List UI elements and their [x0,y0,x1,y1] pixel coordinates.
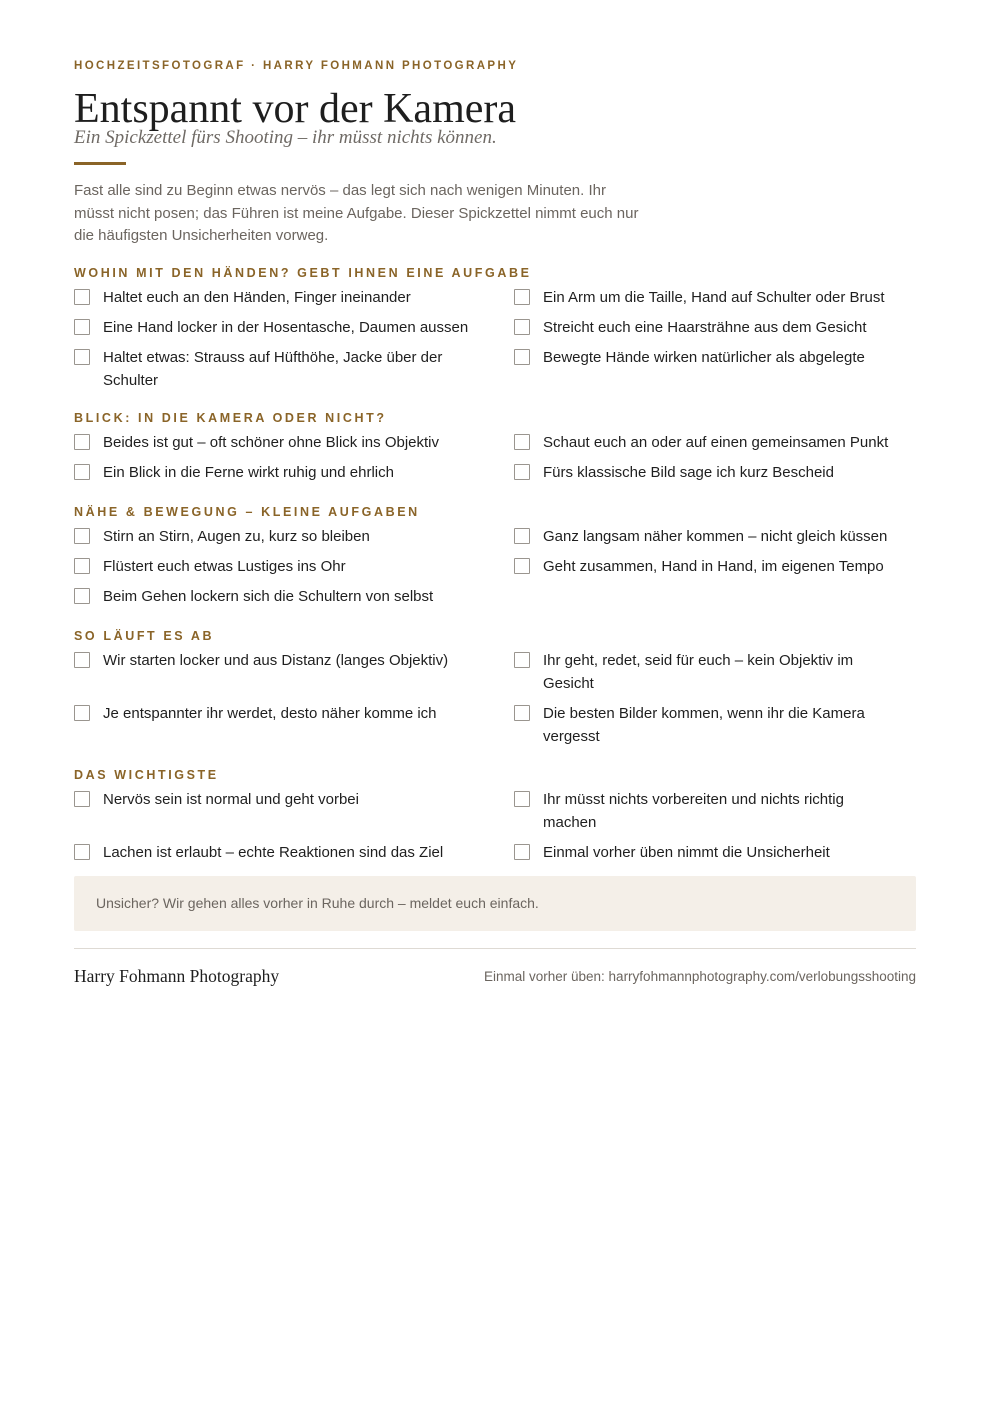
checkbox[interactable] [74,319,90,335]
footer [74,966,916,987]
section-title: BLICK: IN DIE KAMERA ODER NICHT? [74,410,387,425]
checkbox[interactable] [514,528,530,544]
checklist-item-label: Beides ist gut – oft schöner ohne Blick ins Objektiv [103,433,440,451]
checkbox[interactable] [74,289,90,305]
checklist-item-label: Nervös sein ist normal und geht vorbei [103,790,359,808]
checkbox[interactable] [514,791,530,807]
checklist-item-label: Ganz langsam näher kommen – nicht gleich küssen [543,527,888,545]
checklist-item [514,346,916,392]
checklist-item-label: Ein Blick in die Ferne wirkt ruhig und ehrlich [103,463,394,481]
checkbox[interactable] [74,528,90,544]
checklist-grid [74,525,916,608]
section-title: NÄHE & BEWEGUNG – KLEINE AUFGABEN [74,504,420,519]
header-kicker: HOCHZEITSFOTOGRAF · HARRY FOHMANN PHOTOGRAPHY [74,60,519,72]
checklist-item-label: Stirn an Stirn, Augen zu, kurz so bleiben [103,527,370,545]
checkbox[interactable] [514,844,530,860]
checklist-item-label: Ihr geht, redet, seid für euch – kein Objektiv im Gesicht [543,651,854,692]
checklist-section [74,265,916,392]
checklist-item [514,286,916,309]
info-note-text: Unsicher? Wir gehen alles vorher in Ruhe durch – meldet euch einfach. [96,895,539,911]
checklist-grid [74,286,916,392]
intro-paragraph: Fast alle sind zu Beginn etwas nervös – das legt sich nach wenigen Minuten. Ihr müsst nicht posen; das Führen ist meine Aufgabe. Dieser Spickzettel nimmt euch nur die häufigsten Unsicherheiten vorweg. [74,182,639,244]
checklist-item-label: Bewegte Hände wirken natürlicher als abgelegte [543,348,865,366]
checklist-item-label: Schaut euch an oder auf einen gemeinsamen Punkt [543,433,889,451]
checkbox[interactable] [514,319,530,335]
footer-brand: Harry Fohmann Photography [74,965,280,986]
cheat-sheet-page [74,60,916,987]
checkbox[interactable] [514,464,530,480]
checklist-section [74,767,916,864]
checklist-item [74,316,514,339]
checklist-item-label: Ihr müsst nichts vorbereiten und nichts richtig machen [543,790,844,831]
checklist-section [74,628,916,748]
checkbox[interactable] [74,349,90,365]
checklist-item [514,316,916,339]
section-title: SO LÄUFT ES AB [74,628,215,643]
checklist-item [74,841,514,864]
footer-divider [74,948,916,949]
info-note [74,876,916,931]
checkbox[interactable] [514,652,530,668]
checklist-item-label: Haltet euch an den Händen, Finger ineinander [103,288,411,306]
checklist-item [514,649,916,695]
checklist-grid [74,649,916,748]
checklist-item [514,702,916,748]
checklist-item-label: Fürs klassische Bild sage ich kurz Bescheid [543,463,834,481]
checkbox[interactable] [514,349,530,365]
checkbox[interactable] [74,434,90,450]
checklist-item [514,461,916,484]
checklist-item [74,555,514,578]
checklist-item [514,841,916,864]
checklist-item [74,431,514,454]
checklist-item-label: Wir starten locker und aus Distanz (langes Objektiv) [103,651,449,669]
page-title: Entspannt vor der Kamera [74,86,517,132]
checklist-item-label: Haltet etwas: Strauss auf Hüfthöhe, Jacke über der Schulter [103,348,443,389]
checklist-item [514,788,916,834]
checkbox[interactable] [514,434,530,450]
checkbox[interactable] [74,558,90,574]
checklist-item-label: Streicht euch eine Haarsträhne aus dem Gesicht [543,318,867,336]
checklist-grid [74,431,916,484]
section-title: WOHIN MIT DEN HÄNDEN? GEBT IHNEN EINE AUFGABE [74,265,532,280]
checklist-item-label: Die besten Bilder kommen, wenn ihr die Kamera vergesst [543,704,865,745]
checkbox[interactable] [74,791,90,807]
checkbox[interactable] [514,558,530,574]
checklist-item [514,525,916,548]
accent-rule [74,162,126,165]
checklist-item [74,346,514,392]
checkbox[interactable] [74,464,90,480]
checklist-item [74,585,514,608]
checklist-item-label: Ein Arm um die Taille, Hand auf Schulter oder Brust [543,288,885,306]
checkbox[interactable] [74,588,90,604]
footer-link[interactable]: Einmal vorher üben: harryfohmannphotography.com/verlobungsshooting [483,968,916,984]
checklist-item-label: Eine Hand locker in der Hosentasche, Daumen aussen [103,318,469,336]
checklist-item [74,788,514,834]
checklist-item-label: Einmal vorher üben nimmt die Unsicherheit [543,843,830,861]
checklist-item-label: Beim Gehen lockern sich die Schultern von selbst [103,587,434,605]
checklist-item [74,461,514,484]
checklist-item [74,286,514,309]
checklist-item [514,555,916,578]
checklist-item [74,525,514,548]
checklist-grid [74,788,916,864]
section-title: DAS WICHTIGSTE [74,767,219,782]
checkbox[interactable] [74,652,90,668]
checkbox[interactable] [74,844,90,860]
checkbox[interactable] [74,705,90,721]
checklist-item [74,702,514,748]
checklist-sections [74,265,916,864]
checkbox[interactable] [514,705,530,721]
checklist-item [74,649,514,695]
checklist-item-label: Flüstert euch etwas Lustiges ins Ohr [103,557,346,575]
checklist-item-label: Lachen ist erlaubt – echte Reaktionen sind das Ziel [103,843,444,861]
checklist-item-label: Je entspannter ihr werdet, desto näher komme ich [103,704,437,722]
checklist-section [74,410,916,484]
checklist-item-label: Geht zusammen, Hand in Hand, im eigenen Tempo [543,557,884,575]
checklist-item [514,431,916,454]
page-subtitle: Ein Spickzettel fürs Shooting – ihr müsst nichts können. [74,127,497,148]
checklist-section [74,504,916,608]
checkbox[interactable] [514,289,530,305]
